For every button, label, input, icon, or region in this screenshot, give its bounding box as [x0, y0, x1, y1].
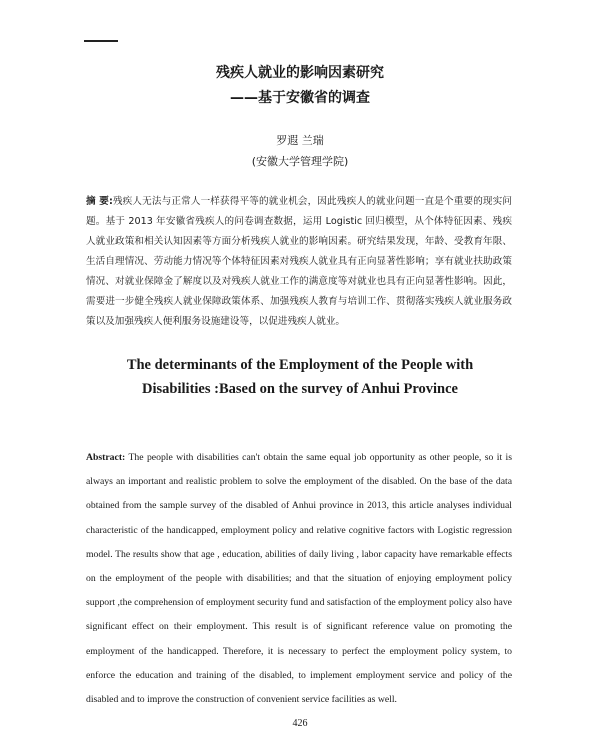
en-title-line1: The determinants of the Employment of the People with	[126, 357, 474, 373]
cn-abstract-label: 摘 要:	[86, 196, 113, 207]
en-abstract-text: The people with disabilities can't obtain the same equal job opportunity as other people, so it is always an important and realistic problem to solve the employment of the disabled. On the base of the data obtained from the sample survey of the disabled of Anhui province in 2013, this article analyses individual characteristic of the handicapped, employment policy and relative cognitive factors with Logistic regression model. The results show that age , education, abilities of daily living , labor capacity have remarkable effects on the employment of the people with disabilities; and that the situation of enjoying employment policy support ,the comprehension of employment security fund and satisfaction of the employment policy also have significant effect on their employment. This result is of significant reference value on promoting the employment of the handicapped. Therefore, it is necessary to perfect the employment policy system, to enforce the education and training of the disabled, to implement employment service and policy of the disabled and to improve the construction of convenient service facilities as well.	[86, 452, 512, 706]
header-rule	[84, 40, 118, 42]
en-abstract	[86, 446, 512, 712]
page-number: 426	[292, 718, 308, 729]
cn-affiliation: (安徽大学管理学院)	[251, 155, 349, 168]
en-abstract-label: Abstract:	[86, 452, 126, 463]
cn-authors: 罗遐 兰瑞	[276, 134, 324, 147]
cn-abstract	[86, 192, 512, 332]
cn-title-line2: ——基于安徽省的调查	[230, 90, 370, 106]
cn-abstract-text: 残疾人无法与正常人一样获得平等的就业机会，因此残疾人的就业问题一直是个重要的现实问题。基于 2013 年安徽省残疾人的问卷调查数据，运用 Logistic 回归模型，从个体特征因素、残疾人就业政策和相关认知因素等方面分析残疾人就业的影响因素。研究结果发现，年龄、受教育年限、生活自理情况、劳动能力情况等个体特征因素对残疾人就业具有正向显著性影响；享有就业扶助政策情况、对就业保障金了解度以及对残疾人就业工作的满意度等对就业也具有正向显著性影响。因此，需要进一步健全残疾人就业保障政策体系、加强残疾人教育与培训工作、贯彻落实残疾人就业服务政策以及加强残疾人便利服务设施建设等，以促进残疾人就业。	[86, 196, 512, 327]
cn-title-line1: 残疾人就业的影响因素研究	[216, 65, 384, 81]
en-title-line2: Disabilities :Based on the survey of Anhui Province	[142, 381, 458, 397]
